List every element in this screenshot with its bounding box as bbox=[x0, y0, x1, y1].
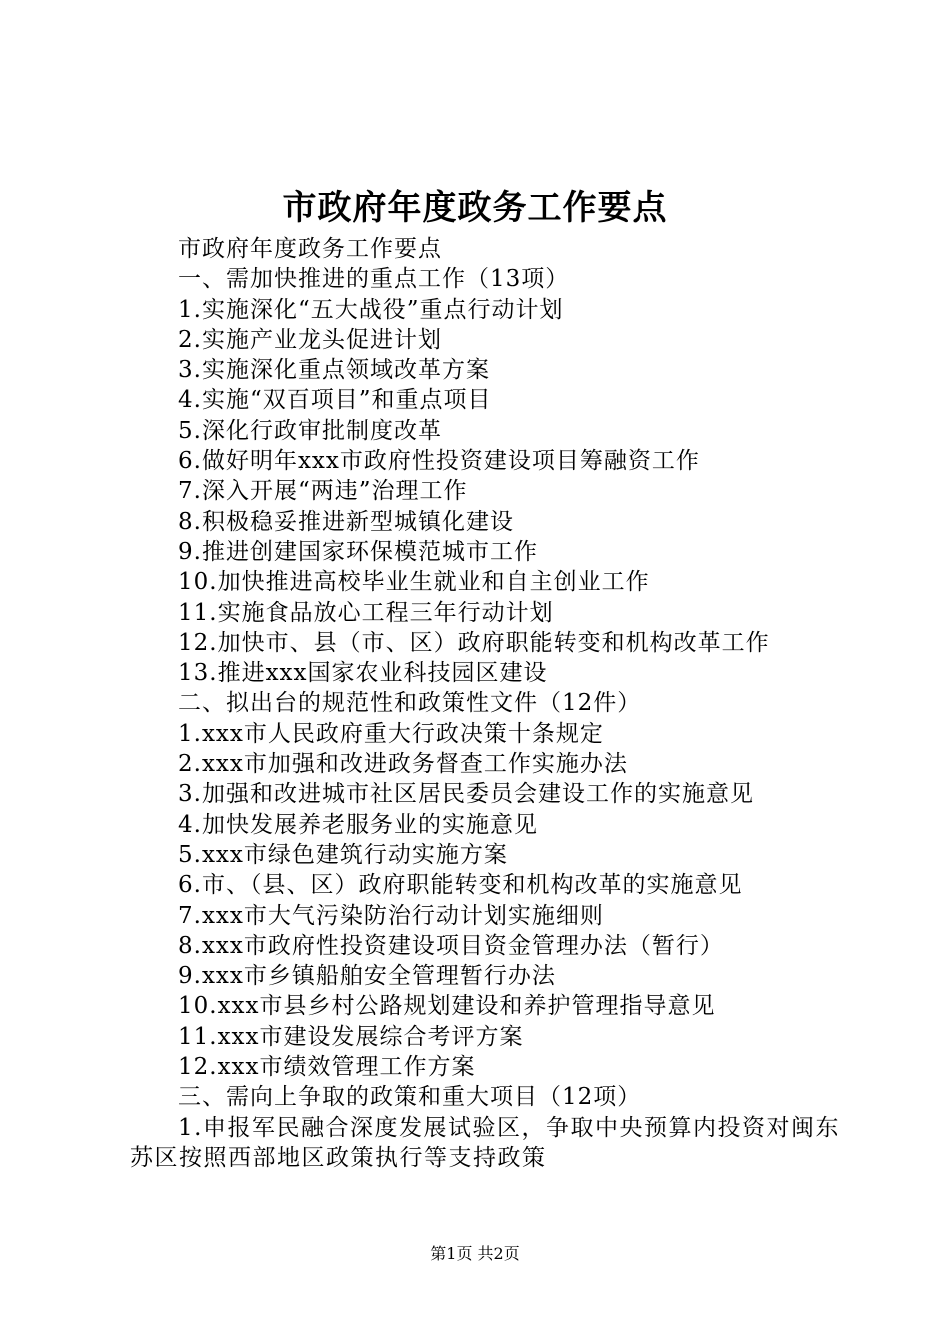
list-item: 10.xxx市县乡村公路规划建设和养护管理指导意见 bbox=[178, 993, 716, 1020]
list-item: 11.实施食品放心工程三年行动计划 bbox=[178, 599, 554, 626]
list-item: 4.实施“双百项目”和重点项目 bbox=[178, 387, 492, 414]
paragraph: 1.申报军民融合深度发展试验区，争取中央预算内投资对闽东苏区按照西部地区政策执行等支持政策 bbox=[130, 1114, 840, 1171]
document-title: 市政府年度政务工作要点 bbox=[282, 188, 668, 228]
list-item: 10.加快推进高校毕业生就业和自主创业工作 bbox=[178, 569, 650, 596]
list-item: 5.深化行政审批制度改革 bbox=[178, 417, 442, 444]
section-heading: 二、拟出台的规范性和政策性文件（12件） bbox=[178, 690, 642, 717]
list-item: 6.做好明年xxx市政府性投资建设项目筹融资工作 bbox=[178, 448, 700, 475]
section-heading: 一、需加快推进的重点工作（13项） bbox=[178, 266, 570, 293]
list-item: 2.实施产业龙头促进计划 bbox=[178, 326, 442, 353]
list-item: 3.加强和改进城市社区居民委员会建设工作的实施意见 bbox=[178, 781, 754, 808]
document-body bbox=[130, 234, 840, 1173]
list-item: 11.xxx市建设发展综合考评方案 bbox=[178, 1023, 524, 1050]
list-item: 5.xxx市绿色建筑行动实施方案 bbox=[178, 841, 508, 868]
list-item: 8.积极稳妥推进新型城镇化建设 bbox=[178, 508, 514, 535]
list-item: 6.市、（县、区）政府职能转变和机构改革的实施意见 bbox=[178, 872, 743, 899]
list-item: 12.xxx市绩效管理工作方案 bbox=[178, 1054, 476, 1081]
list-item: 9.xxx市乡镇船舶安全管理暂行办法 bbox=[178, 963, 556, 990]
page-footer: 第1页 共2页 bbox=[430, 1244, 520, 1263]
list-item: 1.实施深化“五大战役”重点行动计划 bbox=[178, 296, 564, 323]
list-item: 1.xxx市人民政府重大行政决策十条规定 bbox=[178, 720, 604, 747]
list-item: 2.xxx市加强和改进政务督查工作实施办法 bbox=[178, 751, 628, 778]
list-item: 7.xxx市大气污染防治行动计划实施细则 bbox=[178, 902, 604, 929]
list-item: 9.推进创建国家环保模范城市工作 bbox=[178, 538, 538, 565]
list-item: 12.加快市、县（市、区）政府职能转变和机构改革工作 bbox=[178, 629, 770, 656]
list-item: 13.推进xxx国家农业科技园区建设 bbox=[178, 660, 548, 687]
list-item: 3.实施深化重点领域改革方案 bbox=[178, 357, 490, 384]
text-line: 市政府年度政务工作要点 bbox=[178, 236, 442, 262]
section-heading: 三、需向上争取的政策和重大项目（12项） bbox=[178, 1084, 642, 1111]
list-item: 7.深入开展“两违”治理工作 bbox=[178, 478, 468, 505]
list-item: 4.加快发展养老服务业的实施意见 bbox=[178, 811, 538, 838]
list-item: 8.xxx市政府性投资建设项目资金管理办法（暂行） bbox=[178, 932, 724, 959]
